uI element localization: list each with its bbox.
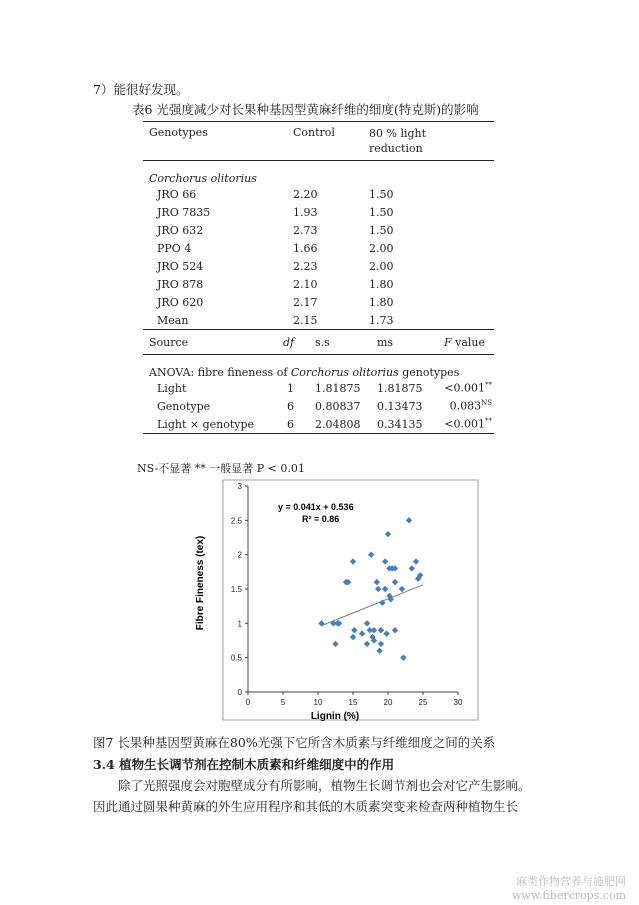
control-cell: 2.73	[293, 223, 318, 237]
anova-header-df: df	[283, 335, 295, 349]
reduction-cell: 2.00	[369, 259, 394, 273]
anova-row	[143, 397, 494, 415]
anova-f-cell	[434, 379, 494, 397]
table-caption: 表6 光强度减少对长果种基因型黄麻纤维的细度(特克斯)的影响	[132, 102, 479, 117]
table-row	[143, 311, 494, 330]
anova-ss-cell: 2.04808	[315, 417, 361, 431]
r-squared-label: R² = 0.86	[302, 514, 340, 524]
table-row	[143, 293, 494, 311]
anova-ss-cell: 0.80837	[315, 399, 361, 413]
genotype-cell: PPO 4	[157, 241, 192, 255]
anova-ss-cell: 1.81875	[315, 381, 361, 395]
table-row	[143, 239, 494, 257]
figure-caption: 图7 长果种基因型黄麻在80%光强下它所含木质素与纤维细度之间的关系	[93, 735, 496, 750]
reduction-cell: 1.80	[369, 277, 394, 291]
anova-ms-cell: 1.81875	[377, 381, 423, 395]
anova-df-cell: 1	[287, 381, 294, 395]
watermark-site-name: 麻类作物营养与施肥网	[516, 875, 627, 888]
table-row	[143, 203, 494, 221]
anova-title-species: Corchorus olitorius	[290, 366, 399, 379]
x-tick-label: 10	[313, 698, 323, 707]
table-row	[143, 221, 494, 239]
y-tick-label: 1	[237, 619, 242, 629]
anova-source-cell: Light	[157, 381, 187, 395]
y-tick-label: 1.5	[230, 585, 242, 594]
x-axis-label: Lignin (%)	[310, 711, 360, 722]
x-tick-label: 5	[280, 698, 286, 707]
genotype-cell: JRO 7835	[157, 205, 211, 219]
anova-ms-cell: 0.13473	[377, 399, 423, 413]
control-cell: 2.10	[293, 277, 318, 291]
genotype-cell: JRO 524	[157, 259, 204, 273]
anova-source-cell: Genotype	[157, 399, 211, 413]
section-title: 3.4 植物生长调节剂在控制木质素和纤维细度中的作用	[93, 757, 395, 772]
y-tick-label: 2	[237, 550, 242, 560]
y-tick-label: 0	[237, 688, 242, 697]
watermark-url: www.fibercrops.com	[512, 889, 627, 902]
significance-mark: **	[485, 381, 492, 390]
anova-title	[143, 355, 494, 380]
x-tick-label: 25	[418, 698, 428, 707]
genotype-cell: JRO 620	[157, 295, 204, 309]
reduction-cell: 1.50	[369, 223, 394, 237]
anova-f-cell	[434, 397, 494, 415]
anova-f-value: <0.001	[444, 381, 485, 395]
anova-df-cell: 6	[287, 399, 294, 413]
anova-f-cell	[434, 415, 494, 434]
genotype-cell: JRO 632	[157, 223, 204, 237]
header-control: Control	[293, 126, 335, 139]
paragraph-line-1: 除了光照强度会对胞壁成分有所影响，植物生长调节剂也会对它产生影响。	[118, 778, 531, 793]
header-reduction-line1: 80 % light	[369, 127, 427, 140]
watermark	[512, 875, 626, 903]
table-row	[143, 275, 494, 293]
reduction-cell: 1.50	[369, 187, 394, 201]
header-reduction-line2: reduction	[369, 142, 423, 155]
anova-header-f: F value	[444, 335, 486, 349]
table-row	[143, 257, 494, 275]
anova-header-source: Source	[149, 335, 189, 349]
group-label: Corchorus olitorius	[149, 172, 257, 185]
x-tick-label: 20	[383, 698, 393, 707]
anova-header-ms: ms	[377, 335, 394, 349]
scatter-chart	[190, 478, 480, 725]
anova-title-part2: genotypes	[398, 366, 460, 379]
anova-f-value: 0.083	[449, 399, 482, 413]
anova-title-row	[143, 355, 494, 380]
significance-note: NS-不显著 ** 一般显著 P < 0.01	[137, 462, 305, 475]
y-tick-label: 3	[237, 482, 242, 491]
anova-row	[143, 415, 494, 434]
y-tick-label: 0.5	[230, 653, 242, 663]
anova-header-row	[143, 330, 494, 355]
anova-ms-cell: 0.34135	[377, 417, 423, 431]
paragraph-line-2: 因此通过圆果种黄麻的外生应用程序和其低的木质素突变来检查两种植物生长	[93, 799, 519, 814]
genotype-cell: JRO 878	[157, 277, 204, 291]
anova-header-ss: s.s	[315, 335, 330, 349]
table-row	[143, 185, 494, 203]
header-genotypes: Genotypes	[149, 126, 208, 139]
f-letter: F	[444, 335, 452, 349]
anova-df-cell: 6	[287, 417, 294, 431]
x-tick-label: 15	[348, 698, 358, 707]
results-table	[143, 121, 494, 434]
top-line: 7）能很好发现。	[93, 82, 189, 97]
control-cell: 1.66	[293, 241, 318, 255]
reduction-cell: 2.00	[369, 241, 394, 255]
genotype-cell: JRO 66	[157, 187, 197, 201]
x-tick-label: 0	[245, 698, 251, 707]
y-tick-label: 2.5	[230, 516, 242, 526]
anova-title-part1: ANOVA: fibre fineness of	[149, 366, 291, 379]
header-reduction	[369, 122, 494, 161]
x-tick-label: 30	[453, 698, 463, 707]
control-cell: 2.20	[293, 187, 318, 201]
trend-equation: y = 0.041x + 0.536	[278, 502, 354, 512]
control-cell: 2.15	[293, 313, 318, 327]
significance-mark: **	[485, 417, 492, 426]
anova-row	[143, 379, 494, 397]
y-axis-label: Fibre Fineness (tex)	[195, 535, 206, 631]
control-cell: 1.93	[293, 205, 318, 219]
anova-f-value: <0.001	[444, 417, 485, 431]
control-cell: 2.23	[293, 259, 318, 273]
control-cell: 2.17	[293, 295, 318, 309]
reduction-cell: 1.73	[369, 313, 394, 327]
anova-source-cell: Light × genotype	[157, 417, 255, 431]
chart-frame	[223, 480, 478, 720]
reduction-cell: 1.50	[369, 205, 394, 219]
significance-mark: NS	[481, 399, 492, 408]
reduction-cell: 1.80	[369, 295, 394, 309]
genotype-cell: Mean	[157, 313, 189, 327]
